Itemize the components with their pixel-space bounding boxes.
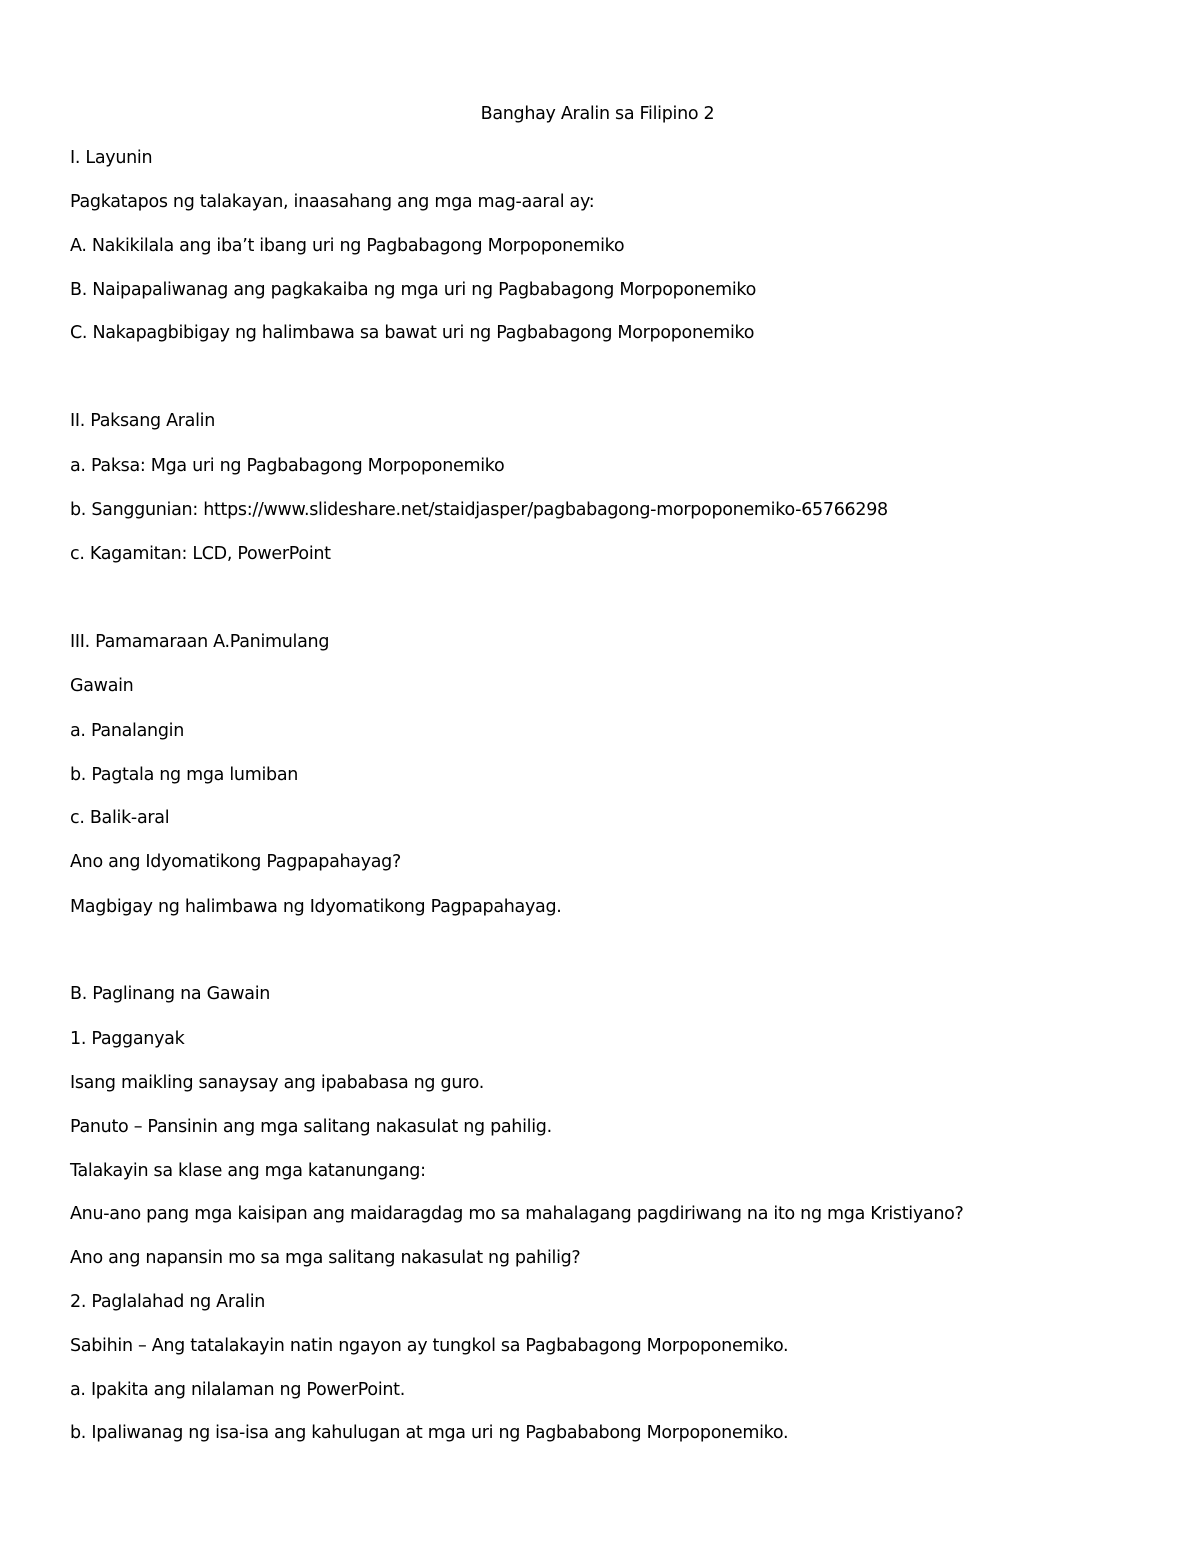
section-heading-paksang-aralin: II. Paksang Aralin <box>70 411 215 431</box>
document-title: Banghay Aralin sa Filipino 2 <box>480 104 715 124</box>
paglinang-paragraph: Isang maikling sanaysay ang ipababasa ng guro. <box>70 1073 484 1093</box>
paglinang-paragraph: a. Ipakita ang nilalaman ng PowerPoint. <box>70 1380 406 1400</box>
balik-aral-question-2: Magbigay ng halimbawa ng Idyomatikong Pagpapahayag. <box>70 897 562 917</box>
subheading-pagganyak: 1. Pagganyak <box>70 1029 185 1049</box>
paglinang-paragraph: Talakayin sa klase ang mga katanungang: <box>70 1161 426 1181</box>
paglinang-paragraph: Sabihin – Ang tatalakayin natin ngayon ay tungkol sa Pagbabagong Morpoponemiko. <box>70 1336 789 1356</box>
layunin-item-c: C. Nakapagbibigay ng halimbawa sa bawat uri ng Pagbabagong Morpoponemiko <box>70 323 755 343</box>
paglinang-paragraph: Anu-ano pang mga kaisipan ang maidaragdag mo sa mahalagang pagdiriwang na ito ng mga Kristiyano? <box>70 1204 964 1224</box>
layunin-intro: Pagkatapos ng talakayan, inaasahang ang mga mag-aaral ay: <box>70 192 595 212</box>
paglinang-paragraph: b. Ipaliwanag ng isa-isa ang kahulugan at mga uri ng Pagbababong Morpoponemiko. <box>70 1423 789 1443</box>
kagamitan-item: c. Kagamitan: LCD, PowerPoint <box>70 544 331 564</box>
sanggunian-item: b. Sanggunian: https://www.slideshare.net/staidjasper/pagbabagong-morpoponemiko-65766298 <box>70 500 888 520</box>
panimulang-item-c: c. Balik-aral <box>70 808 170 828</box>
paksa-item: a. Paksa: Mga uri ng Pagbabagong Morpoponemiko <box>70 456 505 476</box>
pamamaraan-heading-cont: Gawain <box>70 676 134 696</box>
layunin-item-a: A. Nakikilala ang iba’t ibang uri ng Pagbabagong Morpoponemiko <box>70 236 625 256</box>
section-heading-paglinang: B. Paglinang na Gawain <box>70 984 271 1004</box>
section-heading-pamamaraan: III. Pamamaraan A.Panimulang <box>70 632 330 652</box>
paglinang-paragraph: Panuto – Pansinin ang mga salitang nakasulat ng pahilig. <box>70 1117 552 1137</box>
panimulang-item-a: a. Panalangin <box>70 721 184 741</box>
panimulang-item-b: b. Pagtala ng mga lumiban <box>70 765 299 785</box>
balik-aral-question-1: Ano ang Idyomatikong Pagpapahayag? <box>70 852 401 872</box>
subheading-paglalahad: 2. Paglalahad ng Aralin <box>70 1292 266 1312</box>
paglinang-paragraph: Ano ang napansin mo sa mga salitang nakasulat ng pahilig? <box>70 1248 581 1268</box>
section-heading-layunin: I. Layunin <box>70 148 153 168</box>
layunin-item-b: B. Naipapaliwanag ang pagkakaiba ng mga uri ng Pagbabagong Morpoponemiko <box>70 280 757 300</box>
